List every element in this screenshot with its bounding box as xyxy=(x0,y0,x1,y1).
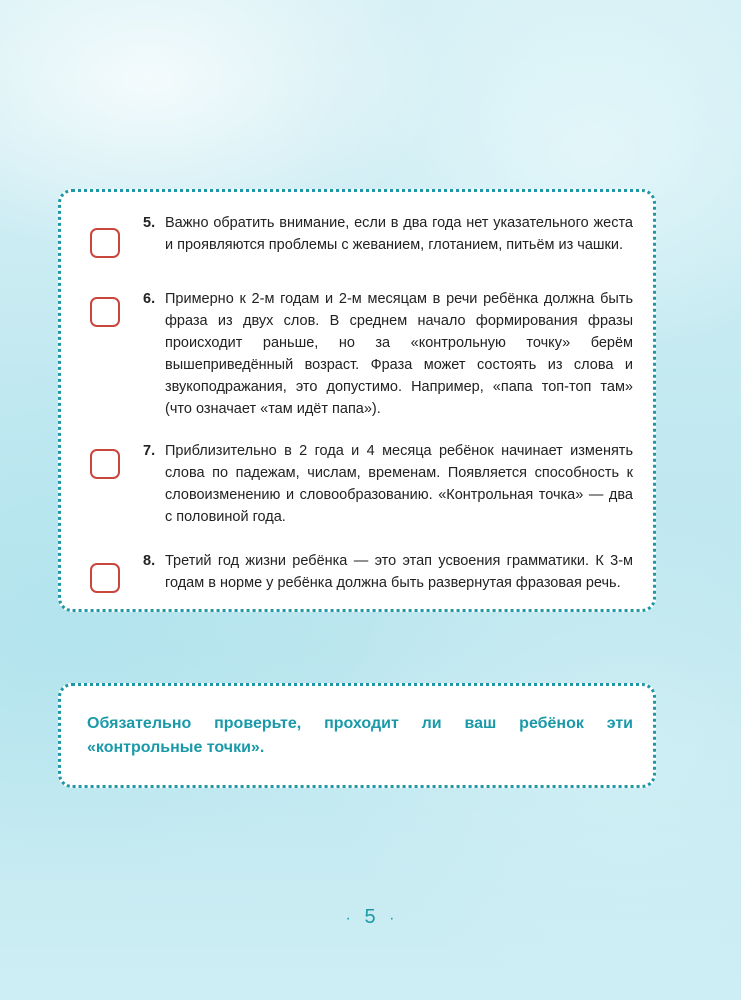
checkbox-item-7[interactable] xyxy=(90,449,120,479)
item-text: Примерно к 2-м годам и 2-м месяцам в речи ребёнка должна быть фраза из двух слов. В среднем начало формирования фразы происходит раньше, но за «контрольную точку» берём вышеприведённый возраст. Фраза может состоять из слова и звукоподражания, это допустимо. Например, «папа топ-топ там» (что означает «там идёт папа»). xyxy=(165,291,633,417)
item-number: 8. xyxy=(143,553,156,569)
item-number: 5. xyxy=(143,215,156,231)
item-text: Приблизительно в 2 года и 4 месяца ребёнок начинает изменять слова по падежам, числам, временам. Появляется способность к словоизменению и словообразованию. «Контрольная точка» — два с половиной года. xyxy=(165,443,633,525)
item-number: 7. xyxy=(143,443,156,459)
reminder-text: Обязательно проверьте, проходит ли ваш ребёнок эти «контрольные точки». xyxy=(87,715,633,756)
checkbox-item-5[interactable] xyxy=(90,228,120,258)
page-number xyxy=(0,906,741,929)
page-dot-right: · xyxy=(389,910,396,927)
item-number: 6. xyxy=(143,291,156,307)
reminder-card xyxy=(58,683,656,788)
item-text: Важно обратить внимание, если в два года нет указательного жеста и проявляются проблемы с жеванием, глотанием, питьём из чашки. xyxy=(165,215,633,253)
page-dot-left: · xyxy=(345,910,352,927)
checkbox-item-8[interactable] xyxy=(90,563,120,593)
checkbox-item-6[interactable] xyxy=(90,297,120,327)
page-number-value: 5 xyxy=(364,906,377,928)
item-text: Третий год жизни ребёнка — это этап усвоения грамматики. К 3-м годам в норме у ребёнка должна быть развернутая фразовая речь. xyxy=(165,553,633,591)
checklist-card xyxy=(58,189,656,612)
